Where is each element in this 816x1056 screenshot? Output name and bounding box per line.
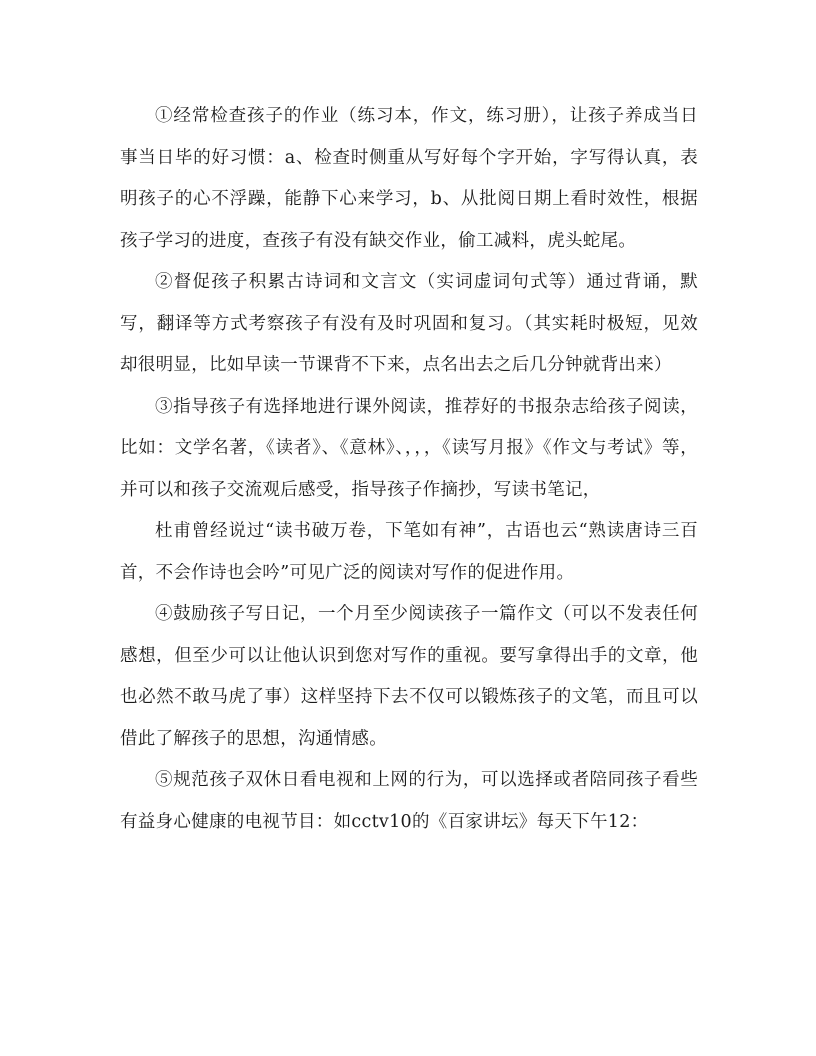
paragraph-du-fu-quote: 杜甫曾经说过“读书破万卷，下笔如有神”，古语也云“熟读唐诗三百首，不会作诗也会吟”可见广泛的阅读对写作的促进作用。 — [120, 521, 698, 583]
paragraph-check-homework: ①经常检查孩子的作业（练习本，作文，练习册），让孩子养成当日事当日毕的好习惯：a、检查时侧重从写好每个字开始，字写得认真，表明孩子的心不浮躁，能静下心来学习，b、从批阅日期上看时效性，根据孩子学习的进度，查孩子有没有缺交作业，偷工减料，虎头蛇尾。 — [120, 106, 698, 251]
paragraph-tv-internet: ⑤规范孩子双休日看电视和上网的行为，可以选择或者陪同孩子看些有益身心健康的电视节目：如cctv10的《百家讲坛》每天下午12： — [120, 770, 698, 832]
document-body — [120, 96, 698, 843]
paragraph-extracurricular-reading: ③指导孩子有选择地进行课外阅读，推荐好的书报杂志给孩子阅读，比如：文学名著，《读者》、《意林》、，，，《读写月报》《作文与考试》等，并可以和孩子交流观后感受，指导孩子作摘抄，写读书笔记， — [120, 396, 698, 500]
paragraph-classical-poetry: ②督促孩子积累古诗词和文言文（实词虚词句式等）通过背诵，默写，翻译等方式考察孩子有没有及时巩固和复习。（其实耗时极短，见效却很明显，比如早读一节课背不下来，点名出去之后几分钟就背出来） — [120, 272, 698, 375]
paragraph-diary-writing: ④鼓励孩子写日记，一个月至少阅读孩子一篇作文（可以不发表任何感想，但至少可以让他认识到您对写作的重视。要写拿得出手的文章，他也必然不敢马虎了事）这样坚持下去不仅可以锻炼孩子的文笔，而且可以借此了解孩子的思想，沟通情感。 — [120, 604, 698, 749]
